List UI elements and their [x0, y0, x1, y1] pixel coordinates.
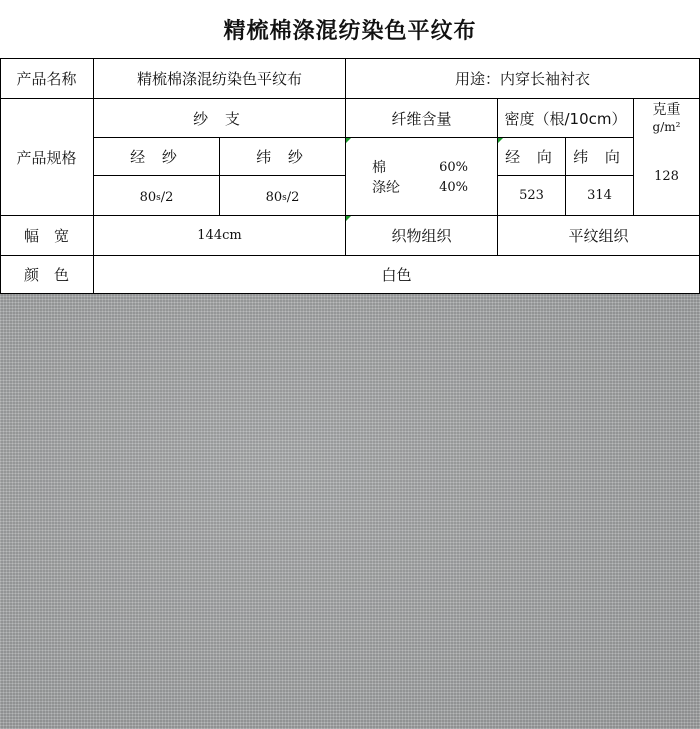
warp-density-label: 经 向 — [505, 148, 558, 166]
fiber-content — [372, 157, 482, 197]
fiber-header: 纤维含量 — [391, 109, 452, 128]
product-name-label: 产品名称 — [16, 70, 77, 88]
page-title: 精梳棉涤混纺染色平纹布 — [223, 18, 477, 44]
warp-yarn-value: 80 s /2 — [139, 190, 174, 205]
weight-unit: g/m² — [652, 120, 681, 134]
weight-header-label: 克重 — [652, 102, 681, 118]
warp-yarn-label: 经 纱 — [130, 148, 183, 166]
spec-label: 产品规格 — [16, 148, 77, 167]
weight-header — [634, 99, 699, 137]
fabric-swatch-image — [0, 294, 700, 729]
weight-value: 128 — [654, 169, 679, 184]
product-name-value: 精梳棉涤混纺染色平纹布 — [136, 70, 302, 88]
width-label: 幅 宽 — [23, 227, 69, 245]
spec-table — [0, 58, 700, 294]
weave-value: 平纹组织 — [568, 227, 629, 245]
yarn-count-header: 纱 支 — [193, 109, 246, 128]
fiber-cotton-label: 棉 — [372, 160, 386, 176]
weft-density-value: 314 — [587, 188, 612, 203]
color-label: 颜 色 — [23, 266, 69, 284]
weft-density-label: 纬 向 — [573, 148, 626, 166]
fiber-polyester-label: 涤纶 — [372, 180, 400, 196]
usage-value: 用途：内穿长袖衬衣 — [454, 70, 590, 88]
weft-yarn-label: 纬 纱 — [256, 148, 309, 166]
fiber-polyester-pct: 40% — [439, 179, 468, 195]
weave-label: 织物组织 — [391, 227, 452, 245]
width-value: 144cm — [197, 228, 242, 243]
fiber-cotton-pct: 60% — [439, 159, 468, 175]
density-header: 密度（根/10cm） — [504, 109, 627, 128]
warp-density-value: 523 — [519, 188, 544, 203]
weft-yarn-value: 80 s /2 — [265, 190, 300, 205]
color-value: 白色 — [381, 266, 412, 284]
